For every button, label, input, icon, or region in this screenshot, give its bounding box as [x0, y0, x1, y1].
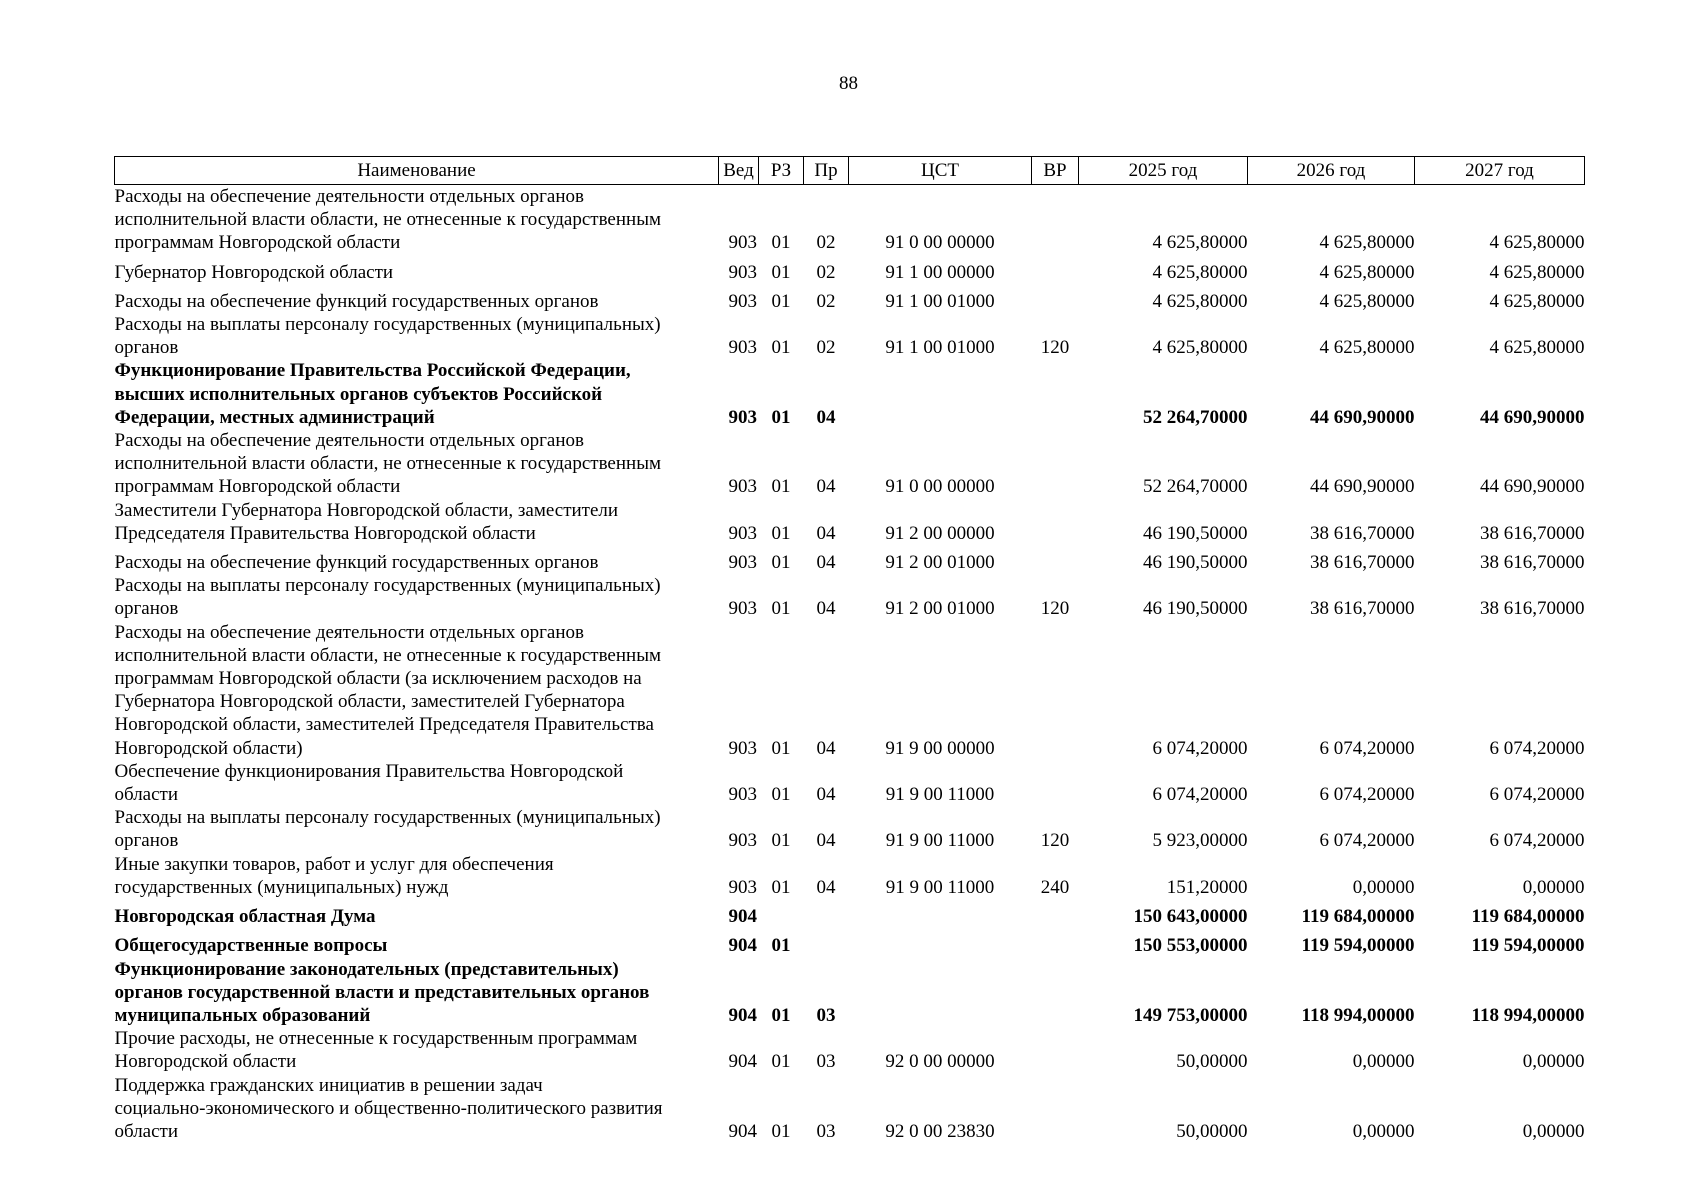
- row-2025: 52 264,70000: [1143, 476, 1248, 498]
- table-row: [115, 760, 1585, 806]
- row-vr: 120: [1040, 598, 1070, 620]
- table-row: [115, 621, 1585, 760]
- row-2027: 0,00000: [1522, 1120, 1585, 1142]
- row-rz: 01: [771, 552, 791, 574]
- row-cst: 91 0 00 00000: [885, 232, 995, 254]
- row-pr: 04: [816, 737, 836, 759]
- row-vr: 240: [1040, 876, 1070, 898]
- row-pr: 03: [816, 1120, 836, 1142]
- row-name: Расходы на выплаты персоналу государственных (муниципальных) органов: [114, 807, 661, 852]
- budget-table: [114, 156, 1585, 1143]
- row-rz: 01: [771, 290, 791, 312]
- row-name: Расходы на обеспечение деятельности отдельных органов исполнительной власти области, не отнесенные к государственным программам Новгородской области: [114, 186, 661, 254]
- row-2027: 4 625,80000: [1489, 232, 1585, 254]
- row-rz: 01: [771, 476, 791, 498]
- row-2025: 4 625,80000: [1152, 261, 1248, 283]
- row-cst: [849, 359, 1032, 429]
- row-2027: 0,00000: [1522, 1051, 1585, 1073]
- row-2027: 44 690,90000: [1480, 406, 1585, 428]
- header-cst: ЦСТ: [849, 157, 1032, 185]
- row-cst: 91 9 00 11000: [885, 784, 995, 806]
- row-2027: 4 625,80000: [1489, 261, 1585, 283]
- row-name: Обеспечение функционирования Правительства Новгородской области: [114, 760, 624, 806]
- row-2025: 50,00000: [1176, 1120, 1248, 1142]
- row-cst: 91 9 00 11000: [885, 830, 995, 852]
- table-row: [115, 284, 1585, 313]
- table-header-row: [115, 157, 1585, 185]
- row-pr: 03: [816, 1051, 836, 1073]
- header-ved: Вед: [719, 157, 759, 185]
- row-pr: 02: [816, 290, 836, 312]
- row-vr: [1032, 185, 1079, 255]
- row-2027: 6 074,20000: [1489, 737, 1585, 759]
- row-cst: [849, 928, 1032, 957]
- row-2025: 6 074,20000: [1152, 737, 1248, 759]
- row-vr: [1032, 899, 1079, 928]
- row-ved: 903: [728, 476, 757, 498]
- row-2026: 119 684,00000: [1301, 906, 1415, 928]
- row-pr: 04: [816, 876, 836, 898]
- table-row: [115, 958, 1585, 1028]
- row-2027: 38 616,70000: [1480, 522, 1585, 544]
- row-cst: 91 9 00 00000: [885, 737, 995, 759]
- row-rz: 01: [771, 337, 791, 359]
- row-cst: 91 2 00 01000: [885, 552, 995, 574]
- row-vr: [1032, 928, 1079, 957]
- table-row: [115, 313, 1585, 359]
- row-name: Расходы на обеспечение деятельности отдельных органов исполнительной власти области, не отнесенные к государственным программам Новгородской области (за исключением расходов на Губернатора Новгородской области, заместителей Губернатора Новгородской области, заместителей Председателя Правительства Новгородской области): [114, 621, 661, 759]
- row-2026: 0,00000: [1352, 876, 1415, 898]
- row-vr: [1032, 1027, 1079, 1073]
- row-2025: 6 074,20000: [1152, 784, 1248, 806]
- row-vr: [1032, 621, 1079, 760]
- row-vr: [1032, 255, 1079, 284]
- row-2027: 119 594,00000: [1471, 935, 1585, 957]
- row-name: Новгородская областная Дума: [114, 906, 376, 928]
- row-ved: 904: [728, 1120, 757, 1142]
- row-cst: 92 0 00 00000: [885, 1051, 995, 1073]
- row-2027: 44 690,90000: [1480, 476, 1585, 498]
- row-name: Поддержка гражданских инициатив в решении задач социально-экономического и общественно-политического развития области: [114, 1074, 663, 1142]
- row-2027: 6 074,20000: [1489, 784, 1585, 806]
- header-pr: Пр: [804, 157, 849, 185]
- row-2026: 38 616,70000: [1310, 552, 1415, 574]
- row-2025: 46 190,50000: [1143, 522, 1248, 544]
- row-pr: [804, 928, 849, 957]
- row-2025: 151,20000: [1166, 876, 1248, 898]
- row-ved: 904: [728, 1004, 757, 1026]
- row-2026: 38 616,70000: [1310, 598, 1415, 620]
- row-pr: 02: [816, 261, 836, 283]
- row-pr: 04: [816, 784, 836, 806]
- header-vr: ВР: [1032, 157, 1079, 185]
- row-rz: [759, 899, 804, 928]
- row-rz: 01: [771, 1004, 791, 1026]
- row-rz: 01: [771, 784, 791, 806]
- row-2025: 5 923,00000: [1152, 830, 1248, 852]
- row-2026: 4 625,80000: [1319, 337, 1415, 359]
- row-vr: [1032, 359, 1079, 429]
- header-rz: РЗ: [759, 157, 804, 185]
- row-2026: 44 690,90000: [1310, 476, 1415, 498]
- row-name: Губернатор Новгородской области: [114, 261, 394, 283]
- row-2025: 4 625,80000: [1152, 290, 1248, 312]
- table-row: [115, 185, 1585, 255]
- row-rz: 01: [771, 261, 791, 283]
- row-ved: 904: [728, 1051, 757, 1073]
- row-vr: [1032, 429, 1079, 499]
- row-vr: [1032, 499, 1079, 545]
- row-ved: 903: [728, 737, 757, 759]
- row-name: Расходы на обеспечение функций государственных органов: [114, 552, 599, 574]
- row-ved: 904: [728, 935, 757, 957]
- row-pr: 04: [816, 522, 836, 544]
- row-pr: 03: [816, 1004, 836, 1026]
- row-cst: 91 1 00 00000: [885, 261, 995, 283]
- row-2025: 4 625,80000: [1152, 337, 1248, 359]
- table-row: [115, 359, 1585, 429]
- row-cst: 91 1 00 01000: [885, 337, 995, 359]
- row-cst: 91 2 00 01000: [885, 598, 995, 620]
- row-name: Расходы на обеспечение функций государственных органов: [114, 290, 599, 312]
- row-name: Общегосударственные вопросы: [114, 935, 388, 957]
- table-row: [115, 574, 1585, 620]
- row-ved: 904: [728, 906, 757, 928]
- row-ved: 903: [728, 522, 757, 544]
- row-cst: 91 1 00 01000: [885, 290, 995, 312]
- row-2026: 118 994,00000: [1301, 1004, 1415, 1026]
- row-ved: 903: [728, 406, 757, 428]
- row-2027: 0,00000: [1522, 876, 1585, 898]
- row-2025: 149 753,00000: [1133, 1004, 1248, 1026]
- row-pr: 04: [816, 406, 836, 428]
- header-2025: 2025 год: [1079, 157, 1248, 185]
- table-row: [115, 499, 1585, 545]
- row-pr: [804, 899, 849, 928]
- table-row: [115, 899, 1585, 928]
- row-2026: 0,00000: [1352, 1120, 1415, 1142]
- row-name: Функционирование законодательных (представительных) органов государственной власти и представительных органов муниципальных образований: [114, 958, 650, 1026]
- row-2026: 44 690,90000: [1310, 406, 1415, 428]
- row-2026: 0,00000: [1352, 1051, 1415, 1073]
- row-name: Иные закупки товаров, работ и услуг для обеспечения государственных (муниципальных) нужд: [114, 853, 554, 898]
- row-2026: 6 074,20000: [1319, 737, 1415, 759]
- row-2025: 4 625,80000: [1152, 232, 1248, 254]
- row-2025: 150 553,00000: [1133, 935, 1248, 957]
- row-2027: 4 625,80000: [1489, 337, 1585, 359]
- row-vr: [1032, 958, 1079, 1028]
- row-vr: [1032, 284, 1079, 313]
- row-cst: 92 0 00 23830: [885, 1120, 995, 1142]
- row-vr: [1032, 545, 1079, 574]
- row-2027: 6 074,20000: [1489, 830, 1585, 852]
- row-2026: 6 074,20000: [1319, 784, 1415, 806]
- table-row: [115, 429, 1585, 499]
- row-pr: 02: [816, 337, 836, 359]
- row-name: Заместители Губернатора Новгородской области, заместители Председателя Правительства Новгородской области: [114, 499, 619, 544]
- row-2027: 38 616,70000: [1480, 598, 1585, 620]
- table-row: [115, 255, 1585, 284]
- table-row: [115, 545, 1585, 574]
- header-2027: 2027 год: [1415, 157, 1585, 185]
- row-vr: 120: [1040, 337, 1070, 359]
- row-vr: [1032, 1074, 1079, 1144]
- row-cst: 91 2 00 00000: [885, 522, 995, 544]
- row-ved: 903: [728, 598, 757, 620]
- row-ved: 903: [728, 784, 757, 806]
- row-name: Расходы на выплаты персоналу государственных (муниципальных) органов: [114, 575, 661, 620]
- header-2026: 2026 год: [1248, 157, 1415, 185]
- row-rz: 01: [771, 876, 791, 898]
- row-2026: 119 594,00000: [1301, 935, 1415, 957]
- row-2025: 52 264,70000: [1143, 406, 1248, 428]
- row-2025: 150 643,00000: [1133, 906, 1248, 928]
- row-2026: 38 616,70000: [1310, 522, 1415, 544]
- row-ved: 903: [728, 337, 757, 359]
- row-2027: 119 684,00000: [1471, 906, 1585, 928]
- row-2025: 50,00000: [1176, 1051, 1248, 1073]
- row-vr: 120: [1040, 830, 1070, 852]
- table-row: [115, 853, 1585, 899]
- header-name: Наименование: [115, 157, 719, 185]
- row-rz: 01: [771, 232, 791, 254]
- row-name: Расходы на обеспечение деятельности отдельных органов исполнительной власти области, не отнесенные к государственным программам Новгородской области: [114, 430, 661, 498]
- row-cst: 91 9 00 11000: [885, 876, 995, 898]
- row-rz: 01: [771, 1051, 791, 1073]
- row-2027: 38 616,70000: [1480, 552, 1585, 574]
- row-cst: [849, 899, 1032, 928]
- row-rz: 01: [771, 935, 791, 957]
- row-pr: 04: [816, 830, 836, 852]
- row-ved: 903: [728, 261, 757, 283]
- row-cst: [849, 958, 1032, 1028]
- page-number: 88: [839, 73, 858, 94]
- table-row: [115, 928, 1585, 957]
- row-rz: 01: [771, 830, 791, 852]
- row-rz: 01: [771, 522, 791, 544]
- row-ved: 903: [728, 552, 757, 574]
- table-row: [115, 1027, 1585, 1073]
- row-2025: 46 190,50000: [1143, 598, 1248, 620]
- row-2027: 4 625,80000: [1489, 290, 1585, 312]
- row-pr: 02: [816, 232, 836, 254]
- row-ved: 903: [728, 830, 757, 852]
- table-row: [115, 1074, 1585, 1144]
- row-name: Расходы на выплаты персоналу государственных (муниципальных) органов: [114, 314, 661, 359]
- row-2027: 118 994,00000: [1471, 1004, 1585, 1026]
- row-name: Прочие расходы, не отнесенные к государственным программам Новгородской области: [114, 1028, 638, 1073]
- row-pr: 04: [816, 552, 836, 574]
- row-ved: 903: [728, 232, 757, 254]
- row-name: Функционирование Правительства Российской Федерации, высших исполнительных органов субъектов Российской Федерации, местных администраций: [114, 360, 631, 428]
- row-rz: 01: [771, 406, 791, 428]
- row-pr: 04: [816, 598, 836, 620]
- row-vr: [1032, 760, 1079, 806]
- row-rz: 01: [771, 598, 791, 620]
- row-2026: 6 074,20000: [1319, 830, 1415, 852]
- row-2025: 46 190,50000: [1143, 552, 1248, 574]
- row-pr: 04: [816, 476, 836, 498]
- row-2026: 4 625,80000: [1319, 232, 1415, 254]
- row-rz: 01: [771, 1120, 791, 1142]
- row-ved: 903: [728, 290, 757, 312]
- row-2026: 4 625,80000: [1319, 290, 1415, 312]
- row-cst: 91 0 00 00000: [885, 476, 995, 498]
- row-rz: 01: [771, 737, 791, 759]
- row-2026: 4 625,80000: [1319, 261, 1415, 283]
- row-ved: 903: [728, 876, 757, 898]
- table-row: [115, 806, 1585, 852]
